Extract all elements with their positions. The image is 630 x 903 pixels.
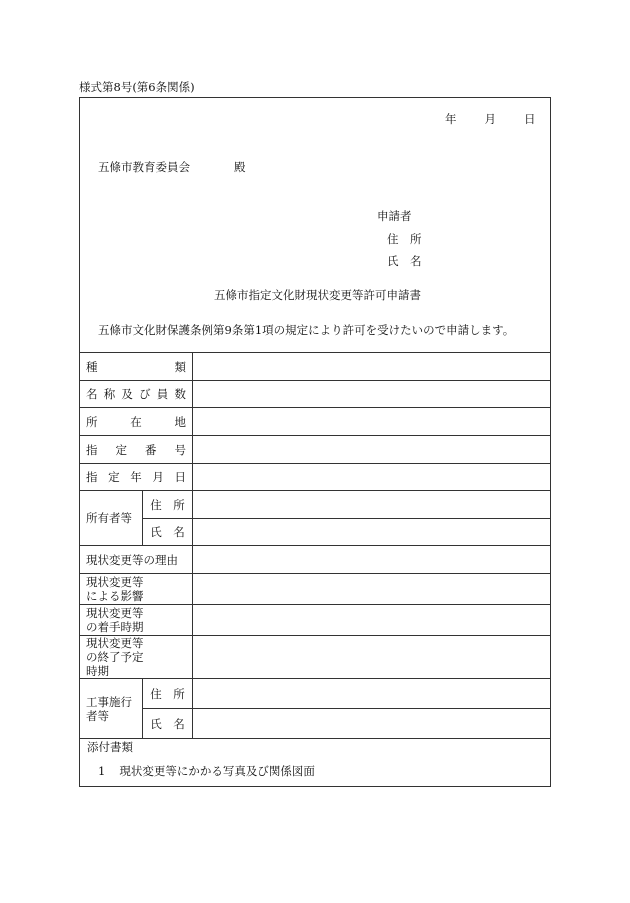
row-label-name-count: 名 称 及 び 員 数 (80, 381, 193, 408)
addressee-name: 五條市教育委員会 (98, 160, 190, 174)
table-row (80, 636, 551, 679)
owner-name-field[interactable] (193, 519, 551, 546)
attachment-item (98, 763, 315, 779)
application-table (79, 352, 551, 739)
contractor-address-label: 住 所 (143, 679, 193, 709)
applicant-label: 申請者 (377, 209, 412, 223)
table-row (80, 464, 551, 491)
table-row (80, 381, 551, 408)
addressee (98, 160, 246, 174)
applicant-name-label: 氏 名 (387, 254, 422, 268)
attachments-label: 添付書類 (87, 740, 133, 754)
attachments-section (79, 727, 551, 787)
impact-field[interactable] (193, 574, 551, 605)
row-label-location: 所 在 地 (80, 408, 193, 436)
table-row (80, 353, 551, 381)
attachment-item-text: 現状変更等にかかる写真及び関係図面 (119, 764, 315, 778)
designation-no-field[interactable] (193, 436, 551, 464)
row-label-end: 現状変更等の終了予定時期 (80, 636, 193, 679)
row-label-impact: 現状変更等による影響 (80, 574, 193, 605)
contractor-name-label: 氏 名 (143, 709, 193, 739)
owner-address-field[interactable] (193, 491, 551, 519)
owner-address-label: 住 所 (143, 491, 193, 519)
end-field[interactable] (193, 636, 551, 679)
addressee-honorific: 殿 (234, 160, 246, 174)
designation-date-field[interactable] (193, 464, 551, 491)
location-field[interactable] (193, 408, 551, 436)
row-label-designation-no: 指 定 番 号 (80, 436, 193, 464)
date-month: 月 (484, 112, 496, 126)
date-year: 年 (445, 112, 457, 126)
document-title: 五條市指定文化財現状変更等許可申請書 (214, 288, 421, 302)
date-day: 日 (524, 112, 536, 126)
row-label-reason: 現状変更等の理由 (80, 546, 193, 574)
table-row (80, 574, 551, 605)
kind-field[interactable] (193, 353, 551, 381)
table-row (80, 491, 551, 519)
row-label-designation-date: 指 定 年 月 日 (80, 464, 193, 491)
attachment-item-number: 1 (98, 764, 106, 778)
start-field[interactable] (193, 605, 551, 636)
applicant-address-label: 住 所 (387, 232, 422, 246)
table-row (80, 605, 551, 636)
row-label-kind: 種 類 (80, 353, 193, 381)
table-row (80, 436, 551, 464)
row-label-start: 現状変更等の着手時期 (80, 605, 193, 636)
reason-field[interactable] (193, 546, 551, 574)
date-line (445, 112, 536, 126)
application-statement: 五條市文化財保護条例第9条第1項の規定により許可を受けたいので申請します。 (98, 323, 515, 337)
owner-name-label: 氏 名 (143, 519, 193, 546)
row-label-contractor: 工事施行者等 (80, 679, 143, 739)
table-row (80, 408, 551, 436)
contractor-address-field[interactable] (193, 679, 551, 709)
name-count-field[interactable] (193, 381, 551, 408)
table-row (80, 679, 551, 709)
row-label-owner: 所有者等 (80, 491, 143, 546)
table-row (80, 546, 551, 574)
form-number: 様式第8号(第6条関係) (79, 80, 195, 94)
table-row (80, 519, 551, 546)
